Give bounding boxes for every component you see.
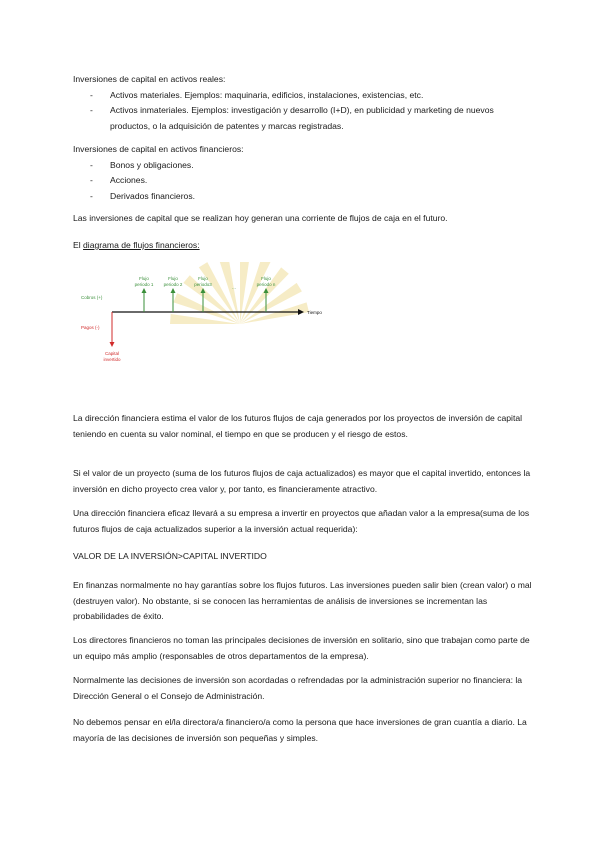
paragraph: Una dirección financiera eficaz llevará a su empresa a invertir en proyectos que añadan valor a la empresa(suma de los futuros flujos de caja actualizados superior a la inversión actual requerida): xyxy=(73,508,530,534)
paragraph: Si el valor de un proyecto (suma de los futuros flujos de caja actualizados) es mayor que el capital invertido, entonces la inversión en dicho proyecto crea valor y, por tanto, es financieramente atractivo. xyxy=(73,468,531,494)
paragraph: En finanzas normalmente no hay garantías sobre los flujos futuros. Las inversiones pueden salir bien (crean valor) o mal (destruyen valor). No obstante, si se conocen las herramientas de análisis de inversiones se incrementan las probabilidades de éxito. xyxy=(73,580,532,621)
flow-label-line1: Flujo xyxy=(261,276,271,281)
flow-label-line2: periodo 1 xyxy=(134,282,154,287)
flow-label-line2: periodo3 xyxy=(194,282,212,287)
pagos-label: Pagos (-) xyxy=(81,325,100,330)
diagram-title-link: diagrama de flujos financieros: xyxy=(83,240,200,250)
section-financial-assets xyxy=(73,142,533,204)
flow-label-line2: periodo 2 xyxy=(163,282,183,287)
list-item xyxy=(73,88,533,104)
arrow-up-icon xyxy=(171,288,176,293)
arrow-up-icon xyxy=(142,288,147,293)
bullet-dash: - xyxy=(90,159,93,170)
section-real-assets xyxy=(73,72,533,134)
flow-label-line1: Flujo xyxy=(139,276,149,281)
flow-label-line1: Flujo xyxy=(198,276,208,281)
capital-label-2: invertido xyxy=(103,357,121,362)
time-label: Tiempo xyxy=(307,310,322,315)
capital-label-1: Capital xyxy=(104,351,120,356)
diagram-intro xyxy=(73,238,533,254)
list-item xyxy=(73,103,533,134)
paragraph: Los directores financieros no toman las principales decisiones de inversión en solitario, sino que trabajan como parte de un equipo más amplio (responsables de otros departamentos de la empresa). xyxy=(73,635,530,661)
section-heading: Inversiones de capital en activos financieros: xyxy=(73,144,244,154)
paragraph: Las inversiones de capital que se realizan hoy generan una corriente de flujos de caja en el futuro. xyxy=(73,213,448,223)
list-item xyxy=(73,173,533,189)
bullet-dash: - xyxy=(90,190,93,201)
bullet-dash: - xyxy=(90,105,93,115)
arrow-down-icon xyxy=(110,342,115,347)
list-item-text: Acciones. xyxy=(110,175,148,185)
bullet-dash: - xyxy=(90,175,93,185)
watermark-sunburst xyxy=(170,262,309,324)
paragraph: La dirección financiera estima el valor de los futuros flujos de caja generados por los proyectos de inversión de capital teniendo en cuenta su valor nominal, el tiempo en que se producen y el riesgo de estos. xyxy=(73,413,523,439)
paragraph: No debemos pensar en el/la directora/a financiero/a como la persona que hace inversiones de gran cuantía a diario. La mayoría de las decisiones de inversión son pequeñas y simples. xyxy=(73,717,527,743)
list-item-text: Bonos y obligaciones. xyxy=(110,159,194,170)
list-item xyxy=(73,158,533,174)
list-item xyxy=(73,189,533,205)
cobros-label: Cobros (+) xyxy=(81,295,103,300)
list-item-text: Derivados financieros. xyxy=(110,190,196,201)
list-item-text: Activos inmateriales. Ejemplos: investigación y desarrollo (I+D), en publicidad y marketing de nuevos productos, o la adquisición de patentes y marcas registradas. xyxy=(110,105,494,131)
paragraph: Normalmente las decisiones de inversión son acordadas o refrendadas por la administración superior no financiera: la Dirección General o el Consejo de Administración. xyxy=(73,675,523,701)
flow-label-line2: periodo n xyxy=(256,282,276,287)
diagram-intro-prefix: El xyxy=(73,240,84,250)
bullet-dash: - xyxy=(90,89,93,100)
section-heading: Inversiones de capital en activos reales: xyxy=(73,74,226,84)
formula-line: VALOR DE LA INVERSIÓN>CAPITAL INVERTIDO xyxy=(73,551,267,561)
cash-flow-diagram xyxy=(70,262,340,372)
flow-label-line2: ... xyxy=(232,285,236,290)
list-item-text: Activos materiales. Ejemplos: maquinaria, edificios, instalaciones, existencias, etc. xyxy=(110,89,424,100)
flow-label-line1: Flujo xyxy=(168,276,178,281)
